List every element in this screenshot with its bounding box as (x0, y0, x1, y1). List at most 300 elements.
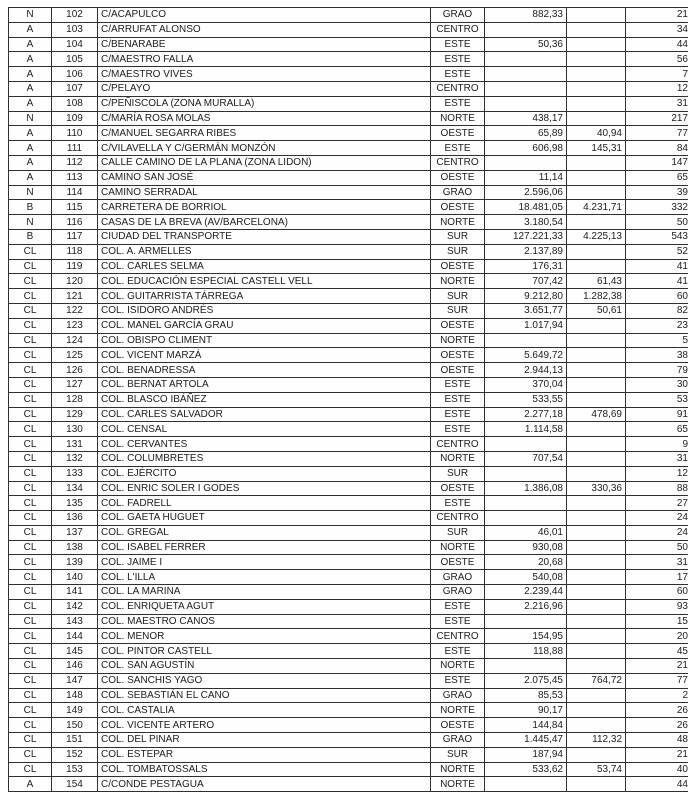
table-row (9, 777, 688, 792)
cell-count: 26 (626, 703, 688, 718)
cell-name: COL. VICENTE ARTERO (98, 718, 431, 733)
cell-name: C/MANUEL SEGARRA RIBES (98, 126, 431, 141)
cell-category: CL (9, 481, 52, 496)
cell-number: 123 (52, 318, 98, 333)
cell-category: CL (9, 733, 52, 748)
table-row (9, 733, 688, 748)
cell-category: CL (9, 688, 52, 703)
cell-zone: OESTE (431, 200, 485, 215)
cell-value-2 (567, 37, 626, 52)
cell-number: 102 (52, 8, 98, 23)
cell-value-2 (567, 348, 626, 363)
cell-name: CASAS DE LA BREVA (AV/BARCELONA) (98, 215, 431, 230)
cell-value-2 (567, 496, 626, 511)
cell-value-1: 2.137,89 (485, 244, 567, 259)
cell-value-2: 4.225,13 (567, 229, 626, 244)
cell-zone: NORTE (431, 777, 485, 792)
cell-zone: ESTE (431, 67, 485, 82)
cell-value-2: 112,32 (567, 733, 626, 748)
table-row (9, 466, 688, 481)
cell-zone: NORTE (431, 111, 485, 126)
cell-name: COL. EDUCACIÓN ESPECIAL CASTELL VELL (98, 274, 431, 289)
cell-number: 117 (52, 229, 98, 244)
cell-zone: GRAO (431, 733, 485, 748)
cell-count: 34 (626, 22, 688, 37)
cell-name: COL. CASTALIA (98, 703, 431, 718)
cell-category: A (9, 141, 52, 156)
cell-zone: NORTE (431, 451, 485, 466)
cell-name: CALLE CAMINO DE LA PLANA (ZONA LIDON) (98, 155, 431, 170)
cell-value-1: 144,84 (485, 718, 567, 733)
cell-name: C/BENARABE (98, 37, 431, 52)
cell-category: CL (9, 451, 52, 466)
cell-value-1: 606,98 (485, 141, 567, 156)
cell-zone: ESTE (431, 52, 485, 67)
cell-number: 130 (52, 422, 98, 437)
cell-number: 149 (52, 703, 98, 718)
cell-count: 65 (626, 422, 688, 437)
cell-value-2 (567, 67, 626, 82)
cell-number: 114 (52, 185, 98, 200)
cell-number: 154 (52, 777, 98, 792)
cell-name: C/PEÑISCOLA (ZONA MURALLA) (98, 96, 431, 111)
cell-value-1: 2.075,45 (485, 673, 567, 688)
table-row (9, 762, 688, 777)
cell-value-2 (567, 540, 626, 555)
cell-zone: SUR (431, 229, 485, 244)
cell-count: 21 (626, 659, 688, 674)
cell-value-2 (567, 644, 626, 659)
cell-number: 129 (52, 407, 98, 422)
cell-name: COL. BLASCO IBÁÑEZ (98, 392, 431, 407)
table-row (9, 629, 688, 644)
cell-value-1: 533,55 (485, 392, 567, 407)
cell-value-1: 438,17 (485, 111, 567, 126)
cell-zone: CENTRO (431, 22, 485, 37)
cell-count: 40 (626, 762, 688, 777)
cell-number: 128 (52, 392, 98, 407)
cell-name: COL. MAESTRO CANOS (98, 614, 431, 629)
cell-value-2: 330,36 (567, 481, 626, 496)
cell-name: COL. ISIDORO ANDRÉS (98, 303, 431, 318)
table-row (9, 67, 688, 82)
cell-number: 121 (52, 289, 98, 304)
cell-name: COL. GREGAL (98, 525, 431, 540)
cell-number: 103 (52, 22, 98, 37)
table-row (9, 185, 688, 200)
table-row (9, 585, 688, 600)
cell-value-2 (567, 614, 626, 629)
cell-value-1: 3.651,77 (485, 303, 567, 318)
cell-count: 5 (626, 333, 688, 348)
cell-category: CL (9, 585, 52, 600)
cell-category: B (9, 200, 52, 215)
cell-number: 132 (52, 451, 98, 466)
cell-number: 105 (52, 52, 98, 67)
table-row (9, 8, 688, 23)
cell-count: 41 (626, 274, 688, 289)
cell-value-1: 65,89 (485, 126, 567, 141)
cell-count: 44 (626, 37, 688, 52)
cell-category: CL (9, 303, 52, 318)
cell-value-1: 90,17 (485, 703, 567, 718)
cell-number: 145 (52, 644, 98, 659)
zones-table-body (9, 8, 688, 792)
table-row (9, 437, 688, 452)
cell-zone: CENTRO (431, 81, 485, 96)
cell-name: COL. GUITARRISTA TÁRREGA (98, 289, 431, 304)
cell-value-1: 2.277,18 (485, 407, 567, 422)
cell-category: CL (9, 318, 52, 333)
cell-zone: ESTE (431, 96, 485, 111)
cell-zone: OESTE (431, 555, 485, 570)
cell-category: CL (9, 348, 52, 363)
cell-value-2 (567, 688, 626, 703)
cell-name: COL. ISABEL FERRER (98, 540, 431, 555)
cell-name: COL. ENRIQUETA AGUT (98, 599, 431, 614)
cell-zone: GRAO (431, 570, 485, 585)
cell-name: C/MAESTRO VIVES (98, 67, 431, 82)
cell-number: 120 (52, 274, 98, 289)
cell-value-2 (567, 52, 626, 67)
cell-count: 60 (626, 585, 688, 600)
cell-value-2 (567, 392, 626, 407)
cell-zone: ESTE (431, 407, 485, 422)
cell-category: A (9, 52, 52, 67)
cell-zone: CENTRO (431, 511, 485, 526)
table-row (9, 348, 688, 363)
cell-value-1: 1.445,47 (485, 733, 567, 748)
cell-count: 21 (626, 747, 688, 762)
cell-zone: SUR (431, 303, 485, 318)
cell-value-1 (485, 614, 567, 629)
cell-name: COL. PINTOR CASTELL (98, 644, 431, 659)
cell-category: A (9, 126, 52, 141)
cell-value-2 (567, 422, 626, 437)
cell-number: 134 (52, 481, 98, 496)
cell-count: 60 (626, 289, 688, 304)
cell-zone: OESTE (431, 318, 485, 333)
cell-zone: ESTE (431, 673, 485, 688)
table-row (9, 614, 688, 629)
cell-number: 143 (52, 614, 98, 629)
cell-value-2 (567, 585, 626, 600)
zones-table (8, 7, 688, 792)
cell-number: 122 (52, 303, 98, 318)
cell-number: 126 (52, 363, 98, 378)
cell-category: A (9, 777, 52, 792)
cell-number: 113 (52, 170, 98, 185)
cell-count: 26 (626, 718, 688, 733)
cell-number: 136 (52, 511, 98, 526)
cell-value-2 (567, 466, 626, 481)
cell-value-2 (567, 363, 626, 378)
cell-number: 125 (52, 348, 98, 363)
cell-category: A (9, 170, 52, 185)
cell-value-1: 2.216,96 (485, 599, 567, 614)
cell-number: 116 (52, 215, 98, 230)
cell-number: 110 (52, 126, 98, 141)
cell-category: CL (9, 392, 52, 407)
cell-name: C/CONDE PESTAGUA (98, 777, 431, 792)
table-row (9, 363, 688, 378)
table-row (9, 318, 688, 333)
cell-value-2: 40,94 (567, 126, 626, 141)
cell-count: 24 (626, 525, 688, 540)
cell-count: 48 (626, 733, 688, 748)
cell-value-2: 764,72 (567, 673, 626, 688)
table-row (9, 126, 688, 141)
cell-value-1: 1.017,94 (485, 318, 567, 333)
cell-name: CAMINO SERRADAL (98, 185, 431, 200)
cell-value-1: 20,68 (485, 555, 567, 570)
cell-zone: GRAO (431, 185, 485, 200)
cell-name: CARRETERA DE BORRIOL (98, 200, 431, 215)
cell-value-1: 118,88 (485, 644, 567, 659)
cell-number: 138 (52, 540, 98, 555)
cell-zone: NORTE (431, 703, 485, 718)
cell-number: 106 (52, 67, 98, 82)
cell-count: 20 (626, 629, 688, 644)
cell-name: COL. GAETA HUGUET (98, 511, 431, 526)
cell-value-1: 707,54 (485, 451, 567, 466)
cell-zone: GRAO (431, 688, 485, 703)
cell-number: 153 (52, 762, 98, 777)
cell-value-1: 154,95 (485, 629, 567, 644)
cell-value-1 (485, 466, 567, 481)
cell-name: COL. BERNAT ARTOLA (98, 377, 431, 392)
cell-category: CL (9, 703, 52, 718)
cell-name: COL. SAN AGUSTÍN (98, 659, 431, 674)
cell-number: 109 (52, 111, 98, 126)
cell-value-1: 707,42 (485, 274, 567, 289)
cell-category: CL (9, 629, 52, 644)
cell-value-1 (485, 81, 567, 96)
cell-value-1 (485, 777, 567, 792)
cell-number: 124 (52, 333, 98, 348)
table-row (9, 673, 688, 688)
cell-count: 41 (626, 259, 688, 274)
cell-value-2 (567, 8, 626, 23)
cell-zone: CENTRO (431, 629, 485, 644)
cell-category: CL (9, 363, 52, 378)
cell-count: 77 (626, 673, 688, 688)
cell-value-2 (567, 259, 626, 274)
cell-number: 119 (52, 259, 98, 274)
cell-count: 15 (626, 614, 688, 629)
cell-count: 84 (626, 141, 688, 156)
table-row (9, 244, 688, 259)
cell-zone: NORTE (431, 333, 485, 348)
cell-count: 17 (626, 570, 688, 585)
cell-category: CL (9, 525, 52, 540)
cell-zone: NORTE (431, 659, 485, 674)
cell-name: COL. FADRELL (98, 496, 431, 511)
cell-name: COL. LA MARINA (98, 585, 431, 600)
table-row (9, 392, 688, 407)
cell-number: 115 (52, 200, 98, 215)
cell-category: N (9, 215, 52, 230)
table-row (9, 259, 688, 274)
cell-value-1: 176,31 (485, 259, 567, 274)
cell-zone: ESTE (431, 37, 485, 52)
cell-value-1: 2.239,44 (485, 585, 567, 600)
cell-value-2 (567, 318, 626, 333)
cell-category: CL (9, 644, 52, 659)
cell-number: 142 (52, 599, 98, 614)
cell-value-2 (567, 747, 626, 762)
cell-zone: NORTE (431, 762, 485, 777)
table-row (9, 451, 688, 466)
cell-category: CL (9, 407, 52, 422)
cell-number: 135 (52, 496, 98, 511)
cell-count: 50 (626, 540, 688, 555)
cell-count: 39 (626, 185, 688, 200)
cell-zone: SUR (431, 244, 485, 259)
table-row (9, 644, 688, 659)
cell-count: 9 (626, 437, 688, 452)
cell-count: 31 (626, 555, 688, 570)
table-row (9, 111, 688, 126)
cell-category: CL (9, 511, 52, 526)
table-row (9, 229, 688, 244)
cell-value-2 (567, 22, 626, 37)
cell-name: COL. CERVANTES (98, 437, 431, 452)
cell-category: A (9, 155, 52, 170)
cell-value-1 (485, 333, 567, 348)
cell-number: 147 (52, 673, 98, 688)
table-row (9, 274, 688, 289)
cell-value-2 (567, 629, 626, 644)
cell-name: COL. CARLES SELMA (98, 259, 431, 274)
cell-name: COL. ESTEPAR (98, 747, 431, 762)
cell-value-2 (567, 377, 626, 392)
cell-value-2: 4.231,71 (567, 200, 626, 215)
cell-category: CL (9, 437, 52, 452)
cell-name: COL. CENSAL (98, 422, 431, 437)
cell-count: 30 (626, 377, 688, 392)
cell-zone: OESTE (431, 126, 485, 141)
cell-value-1 (485, 67, 567, 82)
cell-value-2: 50,61 (567, 303, 626, 318)
cell-zone: SUR (431, 466, 485, 481)
cell-value-2 (567, 185, 626, 200)
cell-category: CL (9, 570, 52, 585)
table-row (9, 599, 688, 614)
cell-value-2 (567, 703, 626, 718)
cell-count: 31 (626, 451, 688, 466)
cell-category: A (9, 22, 52, 37)
cell-value-2 (567, 333, 626, 348)
cell-zone: OESTE (431, 259, 485, 274)
cell-value-2 (567, 511, 626, 526)
cell-number: 133 (52, 466, 98, 481)
cell-count: 147 (626, 155, 688, 170)
table-row (9, 555, 688, 570)
cell-name: COL. MANEL GARCÍA GRAU (98, 318, 431, 333)
cell-value-2 (567, 170, 626, 185)
cell-count: 50 (626, 215, 688, 230)
cell-number: 112 (52, 155, 98, 170)
cell-name: COL. TOMBATOSSALS (98, 762, 431, 777)
cell-count: 21 (626, 8, 688, 23)
cell-category: CL (9, 377, 52, 392)
cell-value-2 (567, 451, 626, 466)
cell-zone: ESTE (431, 392, 485, 407)
cell-count: 77 (626, 126, 688, 141)
cell-number: 107 (52, 81, 98, 96)
table-row (9, 570, 688, 585)
cell-zone: ESTE (431, 141, 485, 156)
cell-count: 88 (626, 481, 688, 496)
table-row (9, 511, 688, 526)
cell-name: C/MAESTRO FALLA (98, 52, 431, 67)
cell-value-1: 11,14 (485, 170, 567, 185)
cell-value-2 (567, 244, 626, 259)
cell-value-1: 50,36 (485, 37, 567, 52)
cell-value-1 (485, 496, 567, 511)
table-row (9, 96, 688, 111)
cell-zone: OESTE (431, 170, 485, 185)
cell-value-2 (567, 777, 626, 792)
cell-zone: OESTE (431, 481, 485, 496)
cell-count: 44 (626, 777, 688, 792)
cell-count: 23 (626, 318, 688, 333)
cell-name: C/ARRUFAT ALONSO (98, 22, 431, 37)
cell-count: 82 (626, 303, 688, 318)
cell-name: COL. DEL PINAR (98, 733, 431, 748)
cell-value-1: 46,01 (485, 525, 567, 540)
cell-value-2: 1.282,38 (567, 289, 626, 304)
cell-value-1 (485, 96, 567, 111)
cell-name: COL. ENRIC SOLER I GODES (98, 481, 431, 496)
cell-category: CL (9, 274, 52, 289)
cell-category: A (9, 67, 52, 82)
cell-number: 137 (52, 525, 98, 540)
cell-name: COL. SEBASTIÁN EL CANO (98, 688, 431, 703)
cell-value-2 (567, 155, 626, 170)
table-row (9, 22, 688, 37)
cell-value-1 (485, 511, 567, 526)
cell-zone: ESTE (431, 377, 485, 392)
cell-count: 91 (626, 407, 688, 422)
cell-zone: ESTE (431, 599, 485, 614)
cell-number: 148 (52, 688, 98, 703)
cell-category: CL (9, 762, 52, 777)
cell-zone: OESTE (431, 348, 485, 363)
cell-zone: CENTRO (431, 437, 485, 452)
cell-value-1: 127.221,33 (485, 229, 567, 244)
cell-zone: GRAO (431, 585, 485, 600)
cell-category: CL (9, 718, 52, 733)
cell-value-1 (485, 437, 567, 452)
cell-value-1: 3.180,54 (485, 215, 567, 230)
cell-count: 52 (626, 244, 688, 259)
cell-number: 108 (52, 96, 98, 111)
cell-number: 152 (52, 747, 98, 762)
cell-category: CL (9, 659, 52, 674)
cell-name: COL. CARLES SALVADOR (98, 407, 431, 422)
cell-zone: OESTE (431, 718, 485, 733)
cell-value-1: 187,94 (485, 747, 567, 762)
cell-number: 140 (52, 570, 98, 585)
cell-zone: ESTE (431, 614, 485, 629)
table-row (9, 81, 688, 96)
cell-name: COL. MENOR (98, 629, 431, 644)
cell-count: 79 (626, 363, 688, 378)
table-row (9, 703, 688, 718)
cell-value-2 (567, 570, 626, 585)
